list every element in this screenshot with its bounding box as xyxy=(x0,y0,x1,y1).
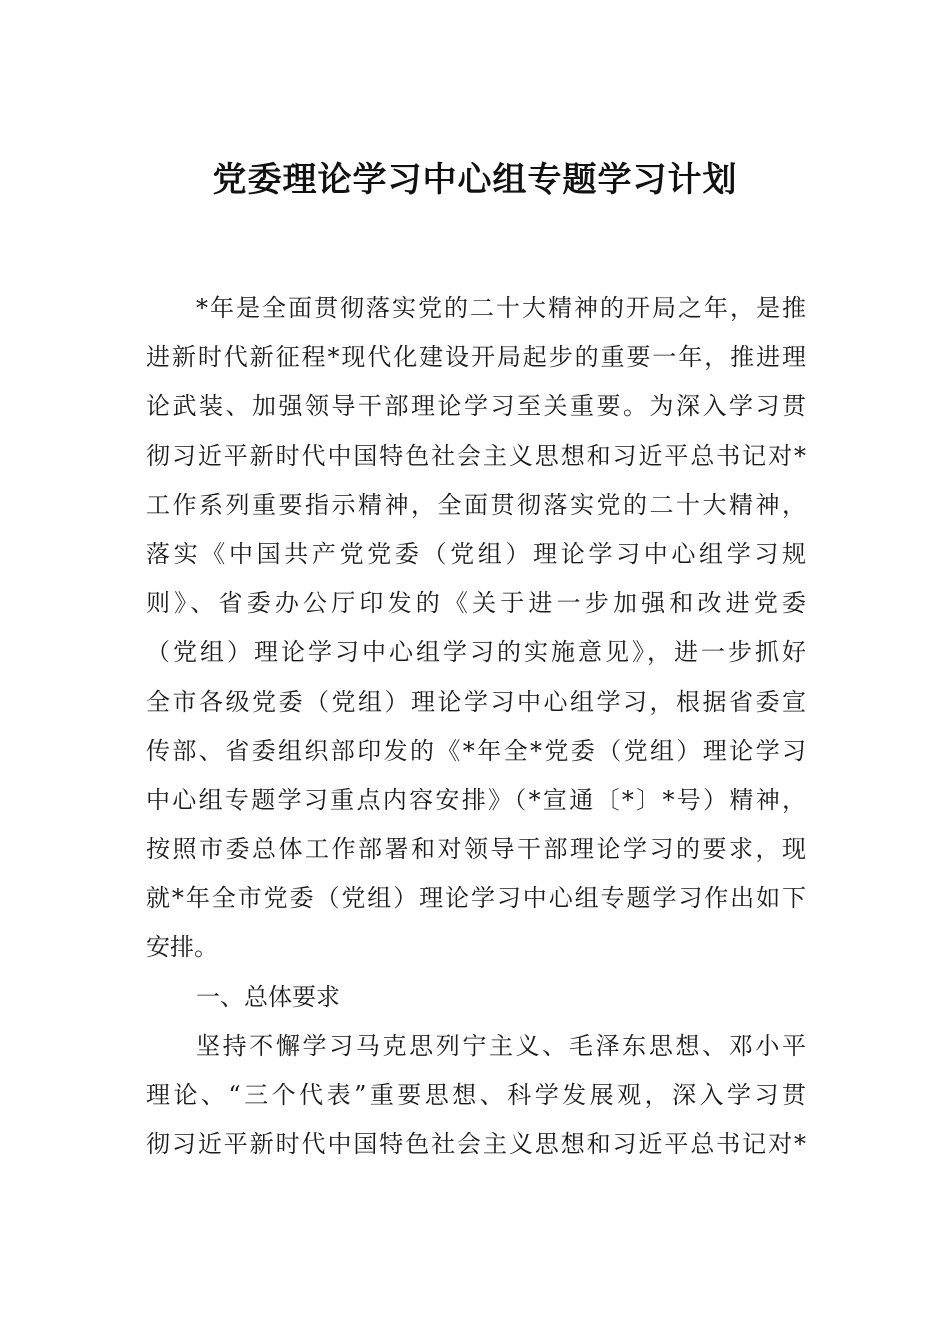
body-line: 就*年全市党委（党组）理论学习中心组专题学习作出如下 xyxy=(146,884,806,913)
body-line: 则》、省委办公厅印发的《关于进一步加强和改进党委 xyxy=(146,589,806,618)
body-line: 按照市委总体工作部署和对领导干部理论学习的要求，现 xyxy=(146,835,806,864)
body-line: 理论、“三个代表”重要思想、科学发展观，深入学习贯 xyxy=(146,1081,806,1109)
body-line: 工作系列重要指示精神，全面贯彻落实党的二十大精神， xyxy=(146,490,806,519)
body-line: 传部、省委组织部印发的《*年全*党委（党组）理论学习 xyxy=(146,736,806,765)
body-line: 全市各级党委（党组）理论学习中心组学习，根据省委宣 xyxy=(146,687,806,716)
body-line: 中心组专题学习重点内容安排》（*宣通〔*〕*号）精神， xyxy=(146,785,806,814)
body-line: 彻习近平新时代中国特色社会主义思想和习近平总书记对* xyxy=(146,1130,806,1159)
body-line: 论武装、加强领导干部理论学习至关重要。为深入学习贯 xyxy=(146,392,806,421)
document-body xyxy=(146,284,806,1169)
body-line: 彻习近平新时代中国特色社会主义思想和习近平总书记对* xyxy=(146,441,806,470)
document-title: 党委理论学习中心组专题学习计划 xyxy=(212,160,738,200)
body-line: 一、总体要求 xyxy=(196,982,340,1011)
body-line: *年是全面贯彻落实党的二十大精神的开局之年，是推 xyxy=(196,294,806,322)
body-line: 坚持不懈学习马克思列宁主义、毛泽东思想、邓小平 xyxy=(196,1031,806,1060)
body-line: 进新时代新征程*现代化建设开局起步的重要一年，推进理 xyxy=(146,343,806,372)
body-line: （党组）理论学习中心组学习的实施意见》，进一步抓好 xyxy=(146,638,806,667)
body-line: 安排。 xyxy=(146,933,218,962)
body-line: 落实《中国共产党党委（党组）理论学习中心组学习规 xyxy=(146,539,806,568)
